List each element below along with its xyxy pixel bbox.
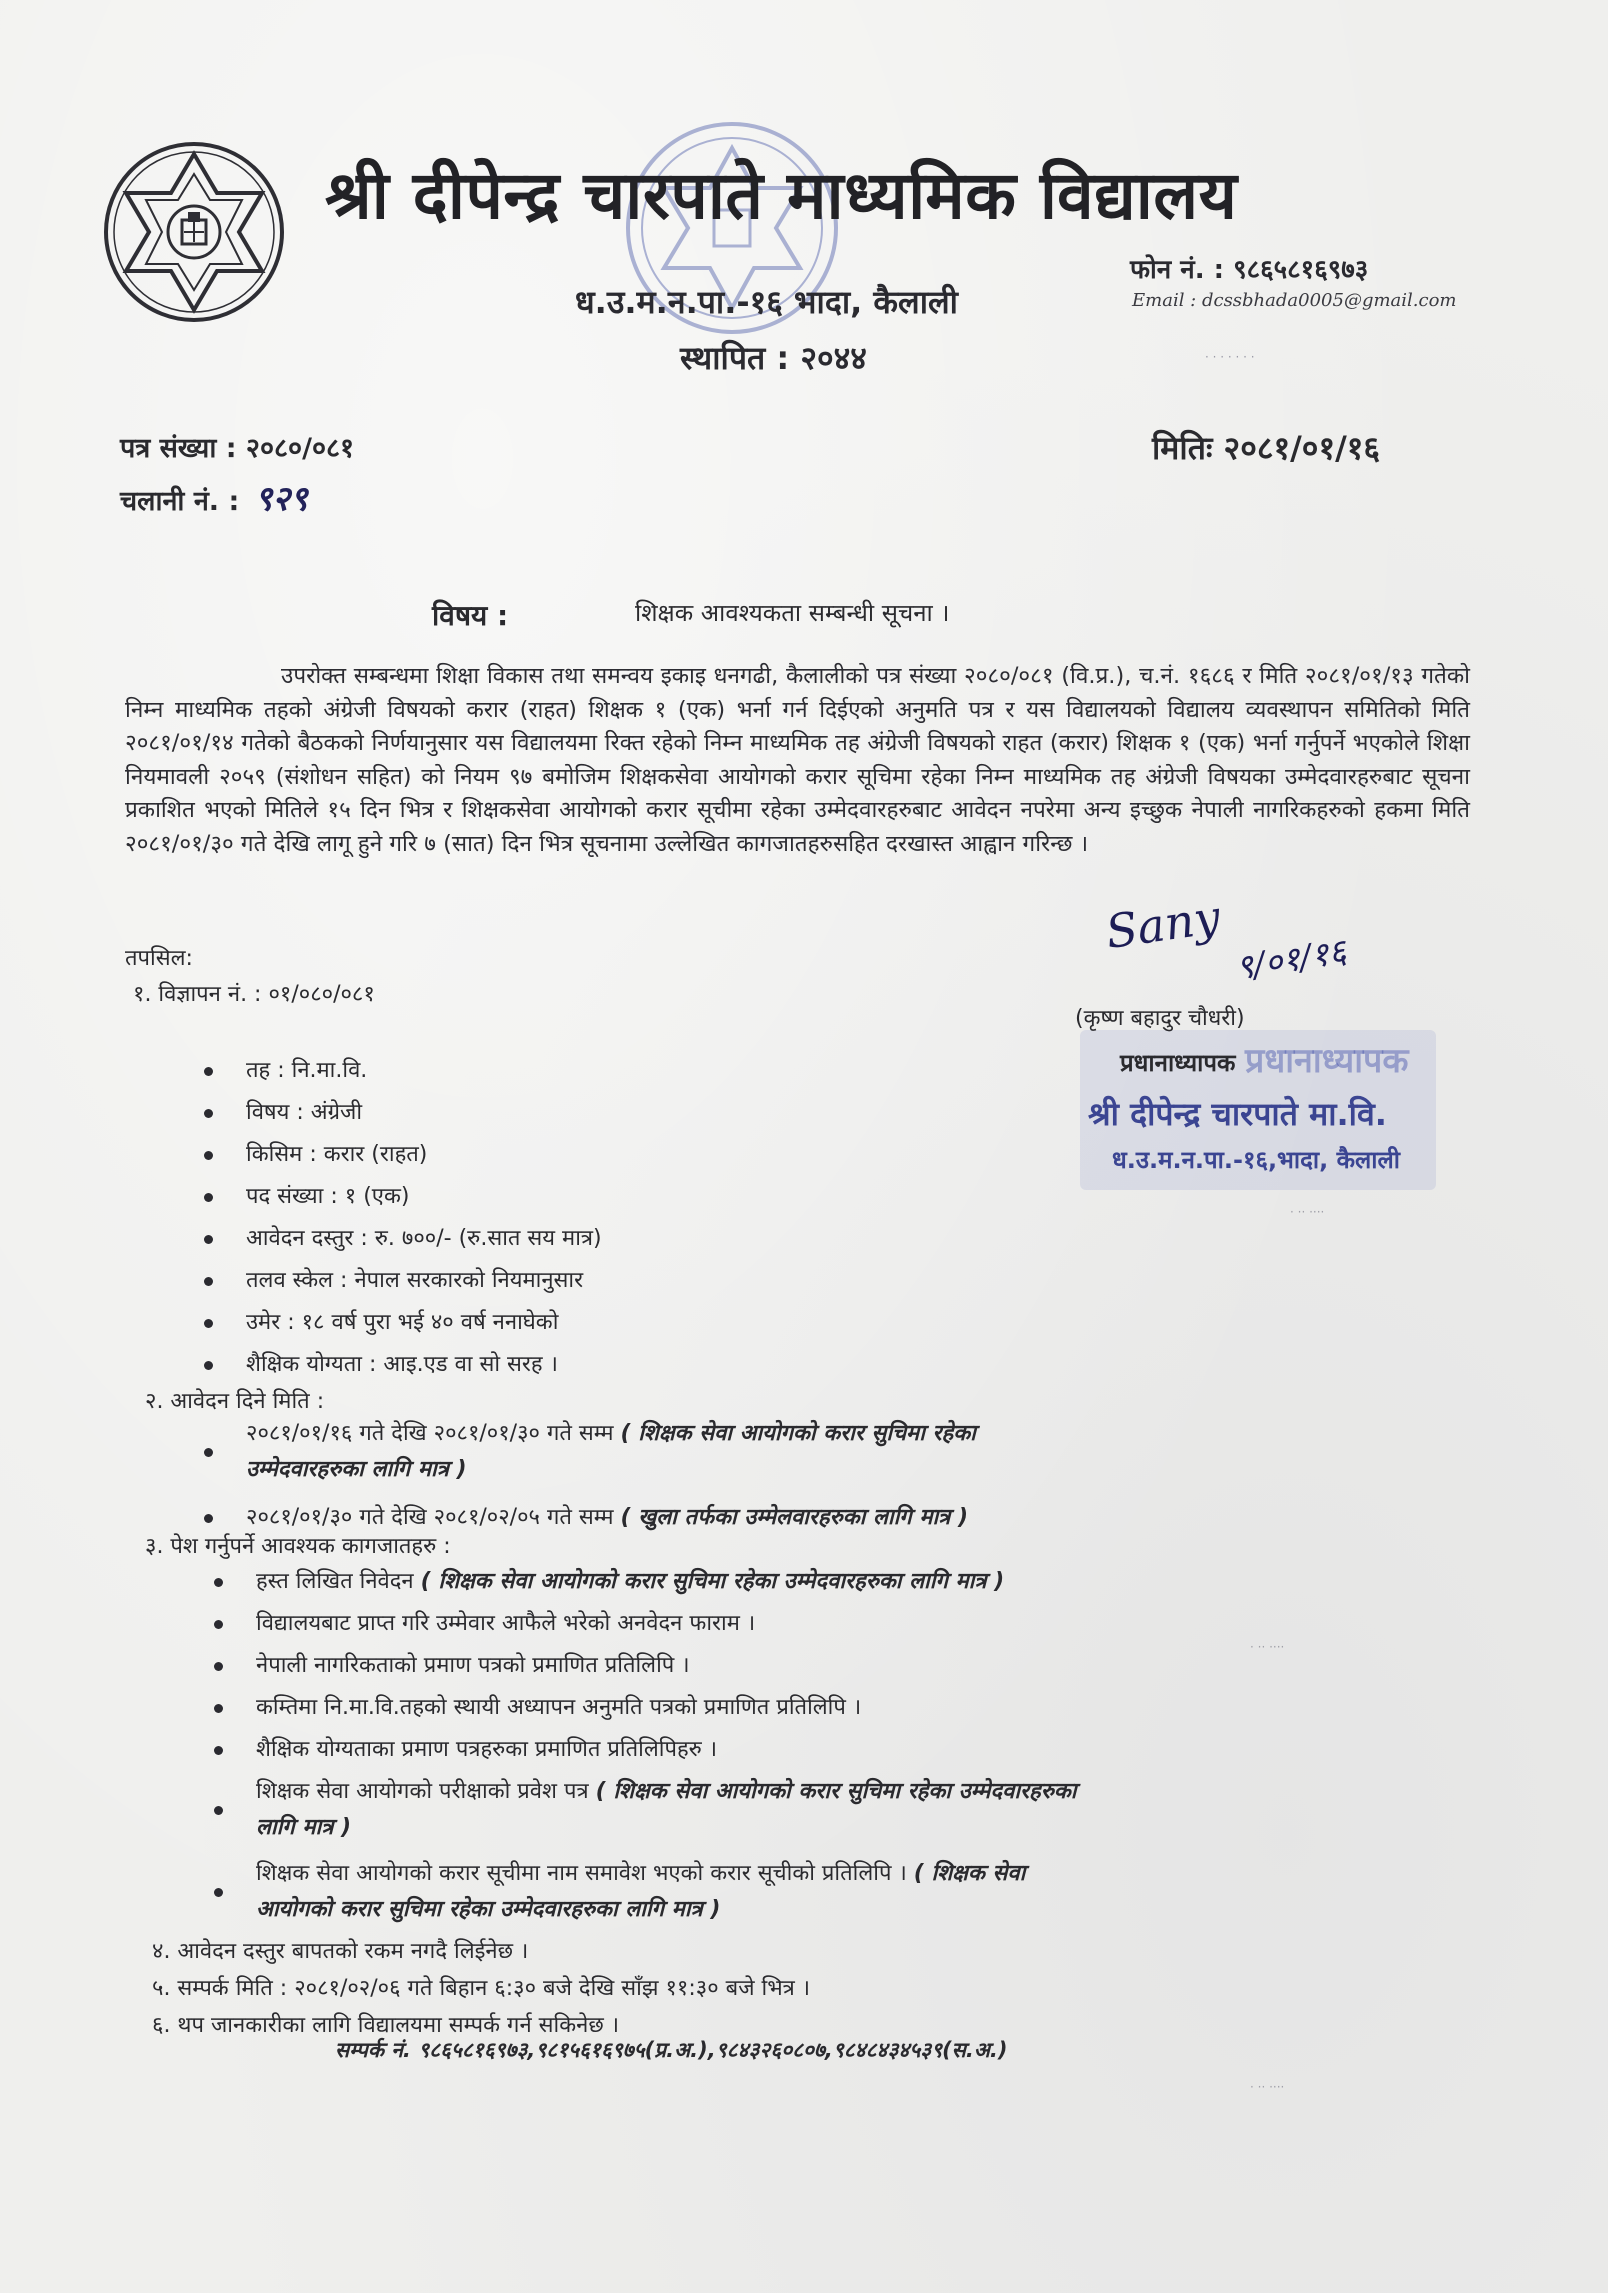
phone-number: फोन नं. : ९८६५८१६९७३ — [1130, 255, 1369, 285]
stamp-address: ध.उ.म.न.पा.-१६,भादा, कैलाली — [1112, 1146, 1400, 1174]
list-item: शैक्षिक योग्यताका प्रमाण पत्रहरुका प्रमाणित प्रतिलिपिहरु । — [210, 1732, 1076, 1768]
list-item: शिक्षक सेवा आयोगको करार सूचीमा नाम समावेश भएको करार सूचीको प्रतिलिपि । ( शिक्षक सेवा आयोगको करार सुचिमा रहेका उम्मेदवारहरुका लागि मात्र ) — [210, 1856, 1076, 1928]
list-item: विषय : अंग्रेजी — [200, 1092, 602, 1134]
subject-label: विषय : — [432, 599, 509, 632]
advert-number: १. विज्ञापन नं. : ०१/०८०/०८१ — [133, 982, 375, 1007]
faint-mark: · · · · · · · — [1205, 350, 1255, 364]
application-dates-heading: २. आवेदन दिने मिति : — [145, 1389, 325, 1414]
stamp-title: प्रधानाध्यापक — [1245, 1041, 1409, 1081]
list-item: शिक्षक सेवा आयोगको परीक्षाको प्रवेश पत्र ( शिक्षक सेवा आयोगको करार सुचिमा रहेका उम्मेदवारहरुका लागि मात्र ) — [210, 1774, 1076, 1846]
contact-date-note: ५. सम्पर्क मिति : २०८१/०२/०६ गते बिहान ६:३० बजे देखि साँझ ११:३० बजे भित्र । — [152, 1976, 811, 2001]
advert-details-list — [200, 1050, 602, 1386]
list-item: तह : नि.मा.वि. — [200, 1050, 602, 1092]
school-logo-icon — [102, 140, 286, 324]
documents-list — [210, 1564, 1076, 1928]
contact-numbers: सम्पर्क नं. ९८६५८१६९७३,९८१५६१६९७५(प्र.अ.),९८४३२६०८०७,९८४८४३४५३९(स.अ.) — [335, 2038, 1008, 2062]
signatory-title: प्रधानाध्यापक — [1120, 1049, 1236, 1077]
email-address: Email : dcssbhada0005@gmail.com — [1132, 290, 1457, 311]
dispatch-number: ९२९ — [254, 479, 308, 519]
list-item: पद संख्या : १ (एक) — [200, 1176, 602, 1218]
faint-mark: · ·· ···· — [1250, 2080, 1285, 2094]
list-item: तलव स्केल : नेपाल सरकारको नियमानुसार — [200, 1260, 602, 1302]
dispatch-number-line — [120, 474, 308, 520]
application-dates-list — [200, 1416, 976, 1536]
attachment-label: तपसिल: — [125, 946, 193, 971]
stamp-school-name: श्री दीपेन्द्र चारपाते मा.वि. — [1088, 1095, 1387, 1133]
fee-note: ४. आवेदन दस्तुर बापतको रकम नगदै लिईनेछ । — [152, 1939, 529, 1964]
school-address: ध.उ.म.न.पा.-१६ भादा, कैलाली — [575, 283, 958, 321]
body-paragraph: उपरोक्त सम्बन्धमा शिक्षा विकास तथा समन्वय इकाइ धनगढी, कैलालीको पत्र संख्या २०८०/०८१ (वि.प्र.), च.नं. १६८६ र मिति २०८१/०१/१३ गतेको निम्न माध्यमिक तहको अंग्रेजी विषयको करार (राहत) शिक्षक १ (एक) भर्ना गर्न दिईएको अनुमति पत्र र यस विद्यालयको विद्यालय व्यवस्थापन समितिको मिति २०८१/०१/१४ गतेको बैठकको निर्णयानुसार यस विद्यालयमा रिक्त रहेको निम्न माध्यमिक तह अंग्रेजी विषयको राहत (करार) शिक्षक १ (एक) भर्ना गर्नुपर्ने भएकोले शिक्षा नियमावली २०५९ (संशोधन सहित) को नियम ९७ बमोजिम शिक्षकसेवा आयोगको करार सूचिमा रहेका निम्न माध्यमिक तह अंग्रेजी विषयका उम्मेदवारहरुबाट सूचना प्रकाशित भएको मितिले १५ दिन भित्र र शिक्षकसेवा आयोगको करार सूचीमा रहेका उम्मेदवारहरुबाट आवेदन नपरेमा अन्य इच्छुक नेपाली नागरिकहरुको हकमा मिति २०८१/०१/३० गते देखि लागू हुने गरि ७ (सात) दिन भित्र सूचनामा उल्लेखित कागजातहरुसहित दरखास्त आह्वान गरिन्छ । — [125, 663, 1470, 857]
list-item: हस्त लिखित निवेदन ( शिक्षक सेवा आयोगको करार सुचिमा रहेका उम्मेदवारहरुका लागि मात्र ) — [210, 1564, 1076, 1600]
documents-heading: ३. पेश गर्नुपर्ने आवश्यक कागजातहरु : — [145, 1534, 451, 1559]
list-item: विद्यालयबाट प्राप्त गरि उम्मेवार आफैले भरेको अनवेदन फाराम । — [210, 1606, 1076, 1642]
letter-number: पत्र संख्या : २०८०/०८१ — [120, 433, 355, 464]
subject-text: शिक्षक आवश्यकता सम्बन्धी सूचना । — [635, 599, 950, 627]
list-item: कम्तिमा नि.मा.वि.तहको स्थायी अध्यापन अनुमति पत्रको प्रमाणित प्रतिलिपि । — [210, 1690, 1076, 1726]
established-year: स्थापित : २०४४ — [680, 339, 867, 377]
dispatch-label: चलानी नं. : — [120, 486, 240, 517]
list-item: नेपाली नागरिकताको प्रमाण पत्रको प्रमाणित प्रतिलिपि । — [210, 1648, 1076, 1684]
letter-date: मितिः २०८१/०१/१६ — [1152, 429, 1381, 467]
list-item: किसिम : करार (राहत) — [200, 1134, 602, 1176]
list-item: आवेदन दस्तुर : रु. ७००/- (रु.सात सय मात्र) — [200, 1218, 602, 1260]
handwritten-signature: Sany — [1102, 889, 1224, 959]
list-item: शैक्षिक योग्यता : आइ.एड वा सो सरह । — [200, 1344, 602, 1386]
list-item: उमेर : १८ वर्ष पुरा भई ४० वर्ष ननाघेको — [200, 1302, 602, 1344]
handwritten-signature-date: ९/०१/१६ — [1232, 931, 1350, 989]
signatory-name: (कृष्ण बहादुर चौधरी) — [1075, 1006, 1245, 1031]
list-item: २०८१/०१/१६ गते देखि २०८१/०१/३० गते सम्म ( शिक्षक सेवा आयोगको करार सुचिमा रहेका उम्मेदवारहरुका लागि मात्र ) — [200, 1416, 976, 1488]
list-item: २०८१/०१/३० गते देखि २०८१/०२/०५ गते सम्म ( खुला तर्फका उम्मेलवारहरुका लागि मात्र ) — [200, 1500, 976, 1536]
faint-mark: · ·· ···· — [1250, 1640, 1285, 1654]
faint-mark: · ·· ···· — [1290, 1205, 1325, 1219]
school-name: श्री दीपेन्द्र चारपाते माध्यमिक विद्यालय — [325, 157, 1238, 234]
info-note: ६. थप जानकारीका लागि विद्यालयमा सम्पर्क गर्न सकिनेछ । — [152, 2013, 620, 2038]
